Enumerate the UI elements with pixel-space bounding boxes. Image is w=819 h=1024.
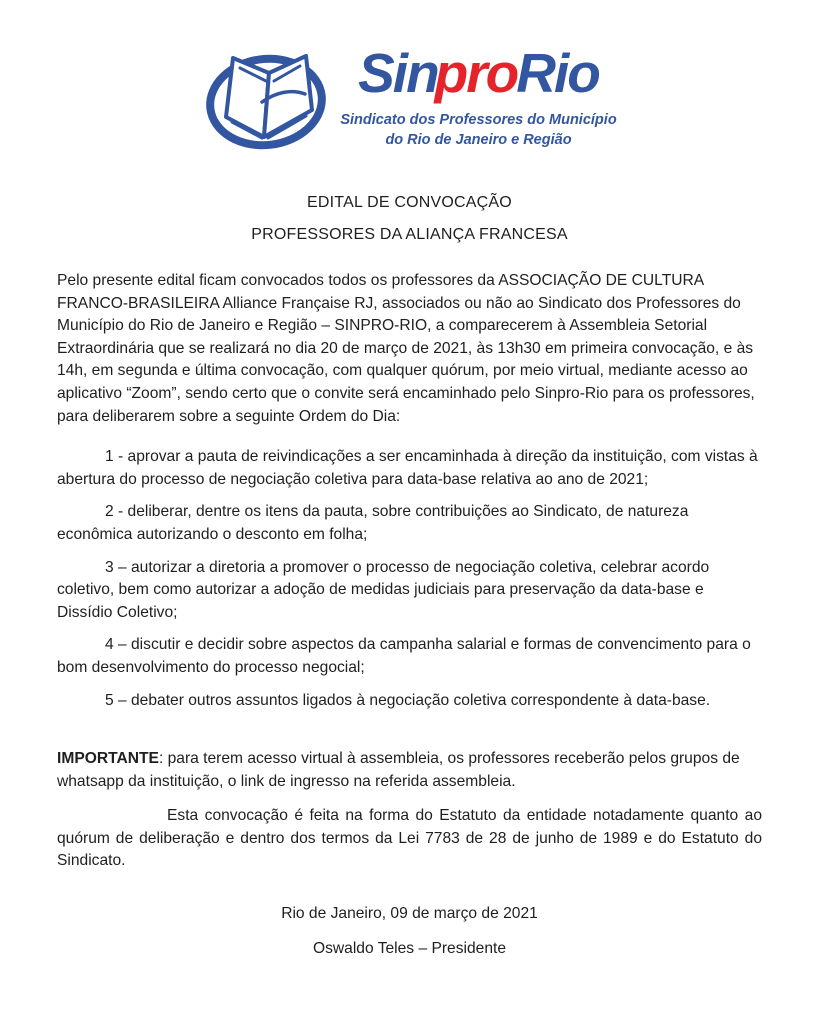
sinpro-rio-logo	[57, 40, 762, 158]
order-item-2: 2 - deliberar, dentre os itens da pauta, sobre contribuições ao Sindicato, de natureza econômica autorizando o desconto em folha;	[57, 503, 689, 543]
tagline-line-2: do Rio de Janeiro e Região	[385, 131, 572, 148]
tagline-line-1: Sindicato dos Professores do Município	[340, 112, 617, 128]
closing-paragraph: Esta convocação é feita na forma do Estatuto da entidade notadamente quanto ao quórum de deliberação e dentro dos termos da Lei 7783 de 28 de junho de 1989 e do Estatuto do Sindicato.	[57, 807, 762, 870]
document-title: EDITAL DE CONVOCAÇÃO	[307, 194, 512, 211]
date-line: Rio de Janeiro, 09 de março de 2021	[281, 905, 538, 923]
wordmark-pro: pro	[434, 42, 518, 104]
wordmark-rio: Rio	[516, 42, 599, 104]
order-item-1: 1 - aprovar a pauta de reivindicações a ser encaminhada à direção da instituição, com vistas à abertura do processo de negociação coletiva para data-base relativa ao ano de 2021;	[57, 448, 758, 488]
logo-tagline	[340, 111, 616, 150]
signature-line: Oswaldo Teles – Presidente	[312, 939, 506, 957]
important-label: IMPORTANTE	[57, 750, 159, 768]
document-subtitle: PROFESSORES DA ALIANÇA FRANCESA	[251, 226, 568, 243]
open-book-icon	[202, 40, 334, 158]
order-item-3: 3 – autorizar a diretoria a promover o processo de negociação coletiva, celebrar acordo coletivo, bem como autorizar a adoção de medidas judiciais para preservação da data-base e Dissídio Coletivo;	[57, 558, 710, 621]
order-of-the-day-list	[57, 446, 762, 712]
logo-wordmark	[358, 42, 599, 104]
logo-text-column	[340, 40, 616, 150]
order-item-5: 5 – debater outros assuntos ligados à negociação coletiva correspondente à data-base.	[105, 691, 711, 709]
document-body	[57, 270, 762, 960]
intro-paragraph: Pelo presente edital ficam convocados todos os professores da ASSOCIAÇÃO DE CULTURA FRANCO-BRASILEIRA Alliance Française RJ, associados ou não ao Sindicato dos Professores do Município do Rio de Janeiro e Região – SINPRO-RIO, a comparecerem à Assembleia Setorial Extraordinária que se realizará no dia 20 de março de 2021, às 13h30 em primeira convocação, e às 14h, em segunda e última convocação, com qualquer quórum, por meio virtual, mediante acesso ao aplicativo “Zoom”, sendo certo que o convite será encaminhado pelo Sinpro-Rio para os professores, para deliberarem sobre a seguinte Ordem do Dia:	[57, 272, 755, 425]
wordmark-sin: Sin	[358, 42, 438, 104]
important-paragraph	[57, 748, 762, 793]
important-text: : para terem acesso virtual à assembleia, os professores receberão pelos grupos de whatsapp da instituição, o link de ingresso na referida assembleia.	[57, 750, 740, 790]
order-item-4: 4 – discutir e decidir sobre aspectos da campanha salarial e formas de convencimento para o bom desenvolvimento do processo negocial;	[57, 636, 751, 676]
